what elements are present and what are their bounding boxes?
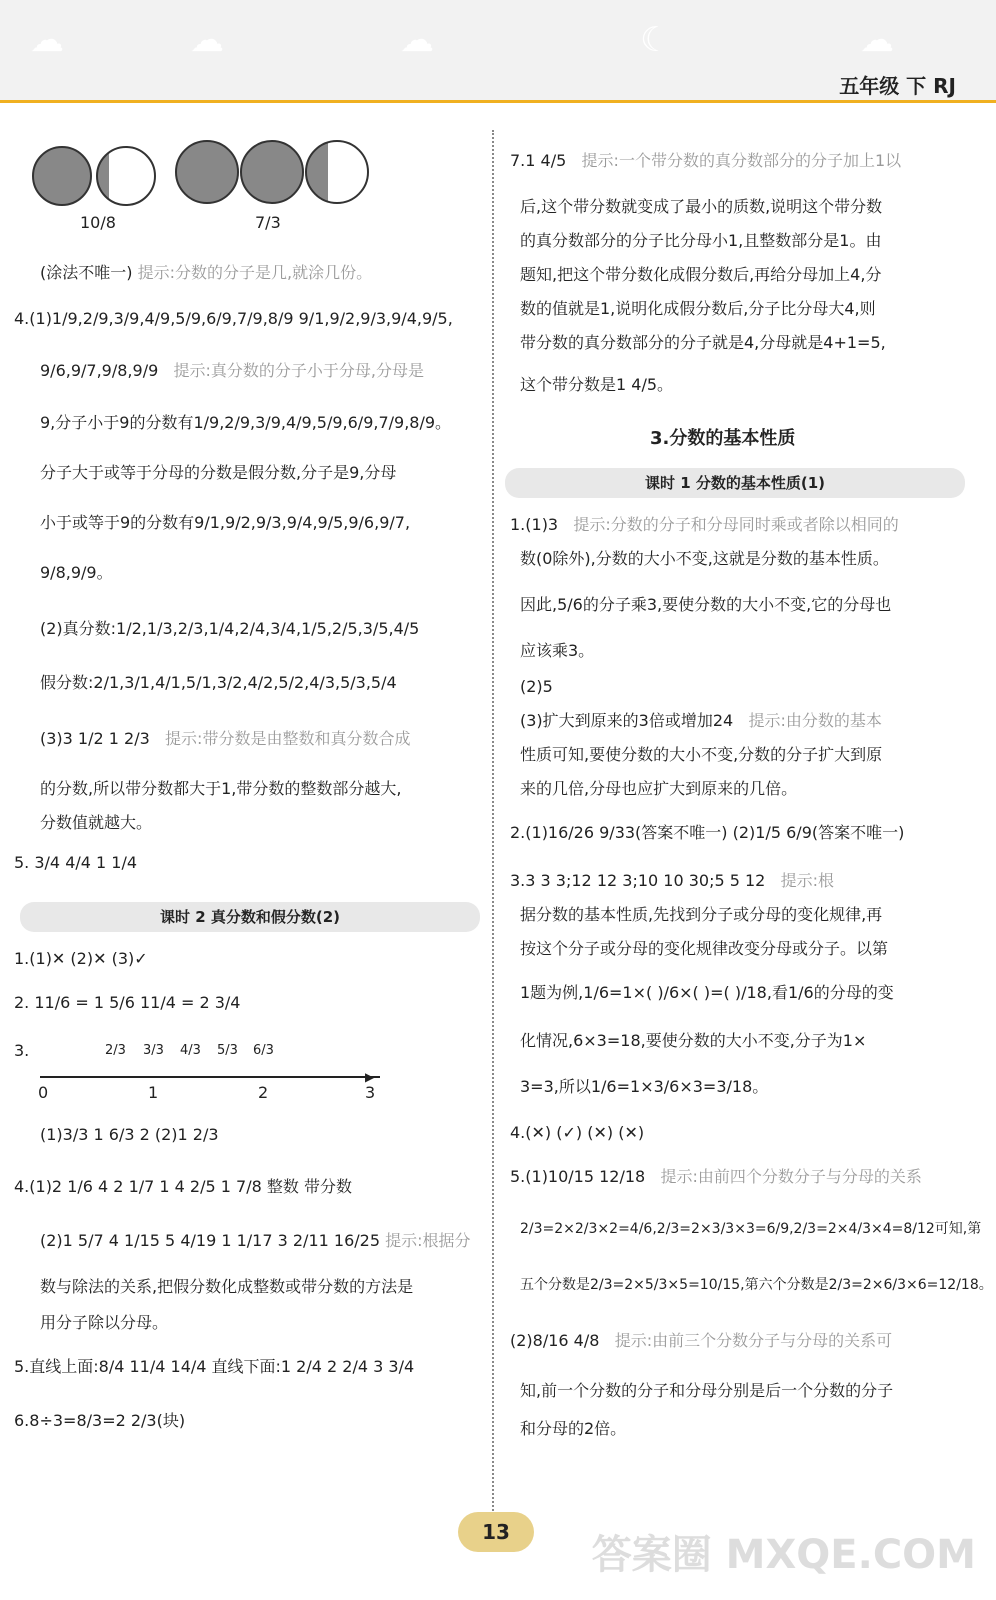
- cloud-icon: ☁: [30, 20, 64, 60]
- l2-line: 6.8÷3=8/3=2 2/3(块): [14, 1411, 186, 1430]
- cloud-icon: ☁: [400, 20, 434, 60]
- r-line: [510, 1166, 922, 1188]
- r-line: [510, 870, 834, 892]
- l2-line: 1.(1)✕ (2)✕ (3)✓: [14, 949, 148, 968]
- tick-label: 3: [365, 1083, 376, 1102]
- tick-label: 2: [258, 1083, 269, 1102]
- r-answer: 3.3 3 3;12 12 3;10 10 30;5 5 12: [510, 871, 766, 890]
- cloud-icon: ☁: [190, 20, 224, 60]
- tick-label: 0: [38, 1083, 49, 1102]
- axis-line: [40, 1076, 380, 1078]
- section-title: 3.分数的基本性质: [650, 428, 796, 449]
- tick-label: 2/3: [105, 1043, 126, 1058]
- q7-line: 数的值就是1,说明化成假分数后,分子比分母大4,则: [520, 299, 876, 318]
- l2-line: [40, 1230, 471, 1252]
- q4-line: [40, 728, 410, 750]
- r-line: [510, 514, 899, 536]
- q4-line: (2)真分数:1/2,1/3,2/3,1/4,2/4,3/4,1/5,2/5,3/5,4/5: [40, 619, 420, 638]
- q4-answer: (3)3 1/2 1 2/3: [40, 729, 150, 748]
- hint-text: 提示:由分数的基本: [748, 711, 882, 730]
- r-line: 因此,5/6的分子乘3,要使分数的大小不变,它的分母也: [520, 595, 892, 614]
- r-line: 化情况,6×3=18,要使分数的大小不变,分子为1×: [520, 1031, 867, 1050]
- q7-line: 这个带分数是1 4/5。: [520, 375, 674, 394]
- l2-line: 数与除法的关系,把假分数化成整数或带分数的方法是: [40, 1277, 414, 1296]
- r-line: 数(0除外),分数的大小不变,这就是分数的基本性质。: [520, 549, 889, 568]
- r-line: [520, 710, 882, 732]
- tick-label: 3/3: [143, 1043, 164, 1058]
- fraction-label: 10/8: [80, 213, 116, 232]
- r-line: 五个分数是2/3=2×5/3×5=10/15,第六个分数是2/3=2×6/3×6=12/18。: [520, 1277, 993, 1293]
- hint-text: 提示:由前四个分数分子与分母的关系: [660, 1167, 922, 1186]
- hint-text: 提示:真分数的分子小于分母,分母是: [173, 361, 425, 380]
- r-answer: 1.(1)3: [510, 515, 559, 534]
- q4-line: 分数值就越大。: [40, 813, 153, 832]
- r-line: 来的几倍,分母也应扩大到原来的几倍。: [520, 779, 798, 798]
- q7-line: 题知,把这个带分数化成假分数后,再给分母加上4,分: [520, 265, 882, 284]
- l2-line: (1)3/3 1 6/3 2 (2)1 2/3: [40, 1125, 219, 1144]
- hint-text: 提示:由前三个分数分子与分母的关系可: [614, 1331, 893, 1350]
- r-answer: 5.(1)10/15 12/18: [510, 1167, 646, 1186]
- q4-line: [40, 360, 424, 382]
- r-line: 和分母的2倍。: [520, 1419, 627, 1438]
- note: (涂法不唯一): [40, 263, 133, 282]
- q4-line: 分子大于或等于分母的分数是假分数,分子是9,分母: [40, 463, 397, 482]
- hint-text: 提示:根据分: [385, 1231, 471, 1250]
- lesson-bar: 课时 1 分数的基本性质(1): [505, 468, 965, 498]
- q5-line: 5. 3/4 4/4 1 1/4: [14, 853, 138, 872]
- note-text: [40, 262, 372, 284]
- r-line: 1题为例,1/6=1×( )/6×( )=( )/18,看1/6的分母的变: [520, 983, 894, 1002]
- l2-line: 2. 11/6 = 1 5/6 11/4 = 2 3/4: [14, 993, 241, 1012]
- q7-line: 后,这个带分数就变成了最小的质数,说明这个带分数: [520, 197, 883, 216]
- l2-answer: (2)1 5/7 4 1/15 5 4/19 1 1/17 3 2/11 16/25: [40, 1231, 380, 1250]
- lesson-bar: 课时 2 真分数和假分数(2): [20, 902, 480, 932]
- r-line: 据分数的基本性质,先找到分子或分母的变化规律,再: [520, 905, 883, 924]
- page-number: 13: [458, 1512, 534, 1552]
- q4-line: 的分数,所以带分数都大于1,带分数的整数部分越大,: [40, 779, 402, 798]
- l2-line: 5.直线上面:8/4 11/4 14/4 直线下面:1 2/4 2 2/4 3 3/4: [14, 1357, 415, 1376]
- r-line: 知,前一个分数的分子和分母分别是后一个分数的分子: [520, 1381, 894, 1400]
- r-line: 性质可知,要使分数的大小不变,分数的分子扩大到原: [520, 745, 883, 764]
- r-line: [510, 1330, 892, 1352]
- q4-line: 假分数:2/1,3/1,4/1,5/1,3/2,4/2,5/2,4/3,5/3,5/4: [40, 673, 397, 692]
- q4-line: 小于或等于9的分数有9/1,9/2,9/3,9/4,9/5,9/6,9/7,: [40, 513, 411, 532]
- r-answer: (3)扩大到原来的3倍或增加24: [520, 711, 734, 730]
- fraction-label: 7/3: [255, 213, 281, 232]
- r-line: (2)5: [520, 677, 553, 696]
- fraction-circle: [175, 140, 239, 204]
- r-line: 应该乘3。: [520, 641, 595, 660]
- fraction-circle: [32, 146, 92, 206]
- fraction-circle: [240, 140, 304, 204]
- l2-line: 4.(1)2 1/6 4 2 1/7 1 4 2/5 1 7/8 整数 带分数: [14, 1177, 352, 1196]
- q7-line: 带分数的真分数部分的分子就是4,分母就是4+1=5,: [520, 333, 886, 352]
- r-line: 2/3=2×2/3×2=4/6,2/3=2×3/3×3=6/9,2/3=2×4/3×4=8/12可知,第: [520, 1221, 982, 1237]
- r-line: 按这个分子或分母的变化规律改变分母或分子。以第: [520, 939, 889, 958]
- arrow-icon: ▶: [365, 1070, 375, 1084]
- hint-text: 提示:分数的分子是几,就涂几份。: [137, 263, 373, 282]
- tick-label: 6/3: [253, 1043, 274, 1058]
- q7-line: 的真分数部分的分子比分母小1,且整数部分是1。由: [520, 231, 882, 250]
- tick-label: 1: [148, 1083, 159, 1102]
- r-line: 2.(1)16/26 9/33(答案不唯一) (2)1/5 6/9(答案不唯一): [510, 823, 905, 842]
- hint-text: 提示:带分数是由整数和真分数合成: [165, 729, 411, 748]
- tick-label: 5/3: [217, 1043, 238, 1058]
- r-answer: (2)8/16 4/8: [510, 1331, 600, 1350]
- q4-fractions: 9/6,9/7,9/8,9/9: [40, 361, 159, 380]
- tick-label: 4/3: [180, 1043, 201, 1058]
- q4-line: 9,分子小于9的分数有1/9,2/9,3/9,4/9,5/9,6/9,7/9,8/9。: [40, 413, 452, 432]
- grade-label: 五年级 下 RJ: [839, 74, 956, 98]
- fraction-circle: [305, 140, 369, 204]
- q7-line: [510, 150, 901, 172]
- l2-line: 用分子除以分母。: [40, 1313, 169, 1332]
- hint-text: 提示:分数的分子和分母同时乘或者除以相同的: [573, 515, 899, 534]
- moon-icon: ☾: [640, 20, 671, 60]
- q4-line: 4.(1)1/9,2/9,3/9,4/9,5/9,6/9,7/9,8/9 9/1,9/2,9/3,9/4,9/5,: [14, 309, 453, 328]
- q4-line: 9/8,9/9。: [40, 563, 113, 582]
- hint-text: 提示:一个带分数的真分数部分的分子加上1以: [581, 151, 902, 170]
- fraction-circle: [96, 146, 156, 206]
- r-line: 4.(✕) (✓) (✕) (✕): [510, 1123, 645, 1142]
- cloud-icon: ☁: [860, 20, 894, 60]
- page-header: [0, 0, 996, 103]
- column-divider: [492, 130, 494, 1530]
- hint-text: 提示:根: [780, 871, 835, 890]
- l2-line: 3.: [14, 1041, 30, 1060]
- r-line: 3=3,所以1/6=1×3/6×3=3/18。: [520, 1077, 769, 1096]
- q7-answer: 7.1 4/5: [510, 151, 567, 170]
- watermark-logo: 答案圈 MXQE.COM: [591, 1532, 976, 1578]
